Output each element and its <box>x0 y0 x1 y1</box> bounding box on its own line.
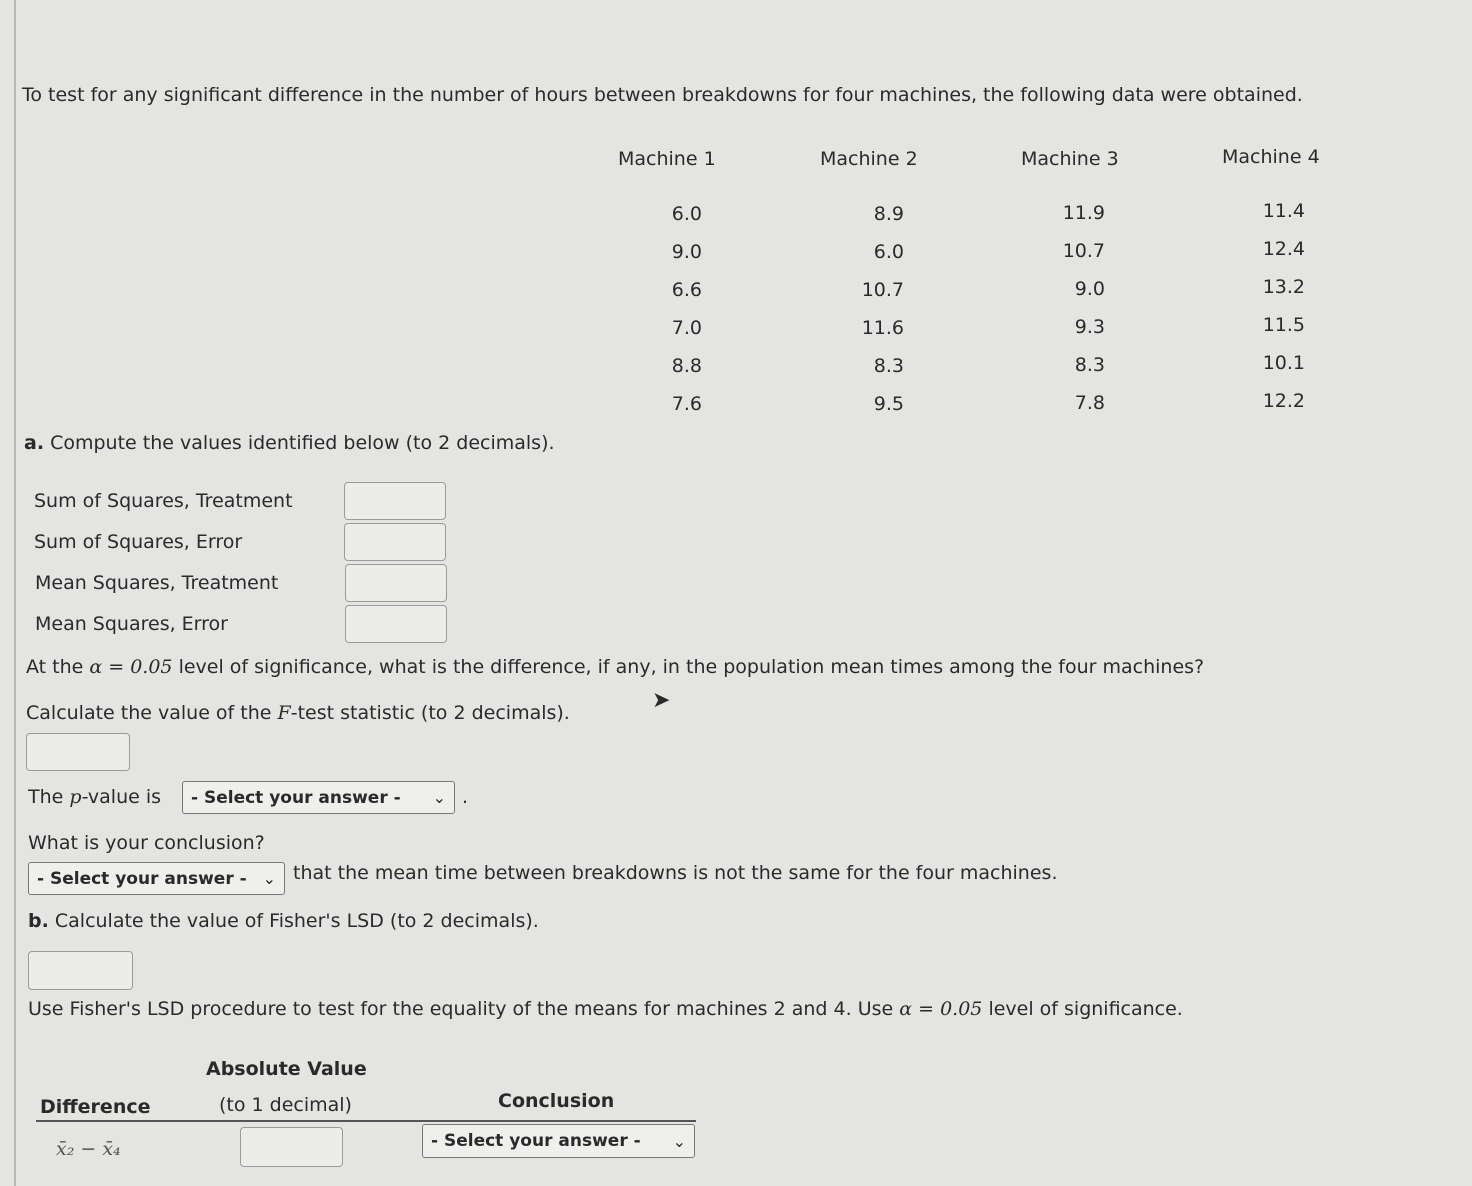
intro-text: To test for any significant difference in the number of hours between breakdowns for four machines, the following data were obtained. <box>22 84 1303 106</box>
alpha-value: α = 0.05 <box>89 656 173 678</box>
table-cell: 7.8 <box>1074 392 1105 414</box>
lsd-input[interactable] <box>28 951 133 990</box>
p-post: -value is <box>81 786 162 808</box>
field-label-ss-treatment: Sum of Squares, Treatment <box>34 490 293 512</box>
table-cell: 8.3 <box>873 355 904 377</box>
conclusion-select-label: - Select your answer - <box>37 868 247 889</box>
f-stat-input[interactable] <box>26 733 130 771</box>
part-a-label: a. <box>24 432 45 454</box>
p-value-label <box>28 786 161 808</box>
period: . <box>462 786 469 808</box>
part-b-label: b. <box>28 910 49 932</box>
part-a-prompt <box>24 432 555 454</box>
col-header-difference: Difference <box>40 1096 151 1118</box>
table-cell: 8.3 <box>1074 354 1105 376</box>
ms-treatment-input[interactable] <box>345 564 447 602</box>
alpha-value-b: α = 0.05 <box>899 998 983 1020</box>
table-cell: 12.2 <box>1262 390 1305 412</box>
header-machine-4: Machine 4 <box>1222 146 1320 168</box>
chevron-down-icon: ⌄ <box>672 1131 686 1151</box>
conclusion-select[interactable] <box>28 862 285 895</box>
lsd-conclusion-select[interactable] <box>422 1124 695 1158</box>
conclusion-text: that the mean time between breakdowns is not the same for the four machines. <box>293 862 1058 884</box>
column-machine-3 <box>1045 194 1105 422</box>
table-cell: 6.0 <box>671 203 702 225</box>
ss-treatment-input[interactable] <box>344 482 446 520</box>
f-stat-prompt <box>26 702 570 724</box>
field-label-ms-treatment: Mean Squares, Treatment <box>35 572 279 594</box>
header-machine-2: Machine 2 <box>820 148 918 170</box>
table-cell: 8.8 <box>671 355 702 377</box>
col-header-decimal-note: (to 1 decimal) <box>219 1094 352 1116</box>
table-cell: 10.7 <box>1062 240 1105 262</box>
significance-question <box>26 656 1204 678</box>
chevron-down-icon: ⌄ <box>432 788 446 807</box>
difference-label: x̄₂ − x̄₄ <box>56 1138 121 1160</box>
table-cell: 8.9 <box>873 203 904 225</box>
table-cell: 6.6 <box>671 279 702 301</box>
table-cell: 9.0 <box>1074 278 1105 300</box>
col-header-conclusion: Conclusion <box>498 1090 615 1112</box>
lsd-post: level of significance. <box>988 998 1183 1020</box>
f-var: F <box>277 702 291 724</box>
part-b-text: Calculate the value of Fisher's LSD (to 2 decimals). <box>54 910 539 932</box>
column-machine-2 <box>844 195 904 423</box>
table-cell: 11.6 <box>861 317 904 339</box>
field-label-ms-error: Mean Squares, Error <box>35 613 228 635</box>
table-cell: 11.9 <box>1062 202 1105 224</box>
mouse-cursor-icon: ➤ <box>652 688 671 713</box>
p-value-select[interactable] <box>182 781 455 814</box>
table-cell: 10.7 <box>861 279 904 301</box>
table-cell: 11.5 <box>1262 314 1305 336</box>
table-cell: 9.0 <box>671 241 702 263</box>
table-cell: 11.4 <box>1262 200 1305 222</box>
column-machine-1 <box>642 195 702 423</box>
table-cell: 9.5 <box>873 393 904 415</box>
f-post: -test statistic (to 2 decimals). <box>290 702 570 724</box>
lsd-pre: Use Fisher's LSD procedure to test for the equality of the means for machines 2 and 4. Use <box>28 998 894 1020</box>
table-cell: 9.3 <box>1074 316 1105 338</box>
part-b-prompt <box>28 910 539 932</box>
table-cell: 7.6 <box>671 393 702 415</box>
chevron-down-icon: ⌄ <box>262 869 276 888</box>
header-machine-3: Machine 3 <box>1021 148 1119 170</box>
conclusion-question: What is your conclusion? <box>28 832 265 854</box>
table-cell: 6.0 <box>873 241 904 263</box>
field-label-ss-error: Sum of Squares, Error <box>34 531 243 553</box>
question-pre: At the <box>26 656 84 678</box>
abs-difference-input[interactable] <box>240 1127 343 1167</box>
ms-error-input[interactable] <box>345 605 447 643</box>
table-cell: 12.4 <box>1262 238 1305 260</box>
table-cell: 10.1 <box>1262 352 1305 374</box>
p-pre: The <box>28 786 64 808</box>
table-cell: 13.2 <box>1262 276 1305 298</box>
lsd-procedure-text <box>28 998 1183 1020</box>
ss-error-input[interactable] <box>344 523 446 561</box>
question-post: level of significance, what is the difference, if any, in the population mean times among the four machines? <box>178 656 1205 678</box>
page-left-border <box>14 0 16 1186</box>
p-var: p <box>69 786 82 808</box>
part-a-text: Compute the values identified below (to 2 decimals). <box>50 432 555 454</box>
f-pre: Calculate the value of the <box>26 702 272 724</box>
p-value-select-label: - Select your answer - <box>191 787 401 808</box>
table-divider <box>36 1120 696 1122</box>
lsd-conclusion-select-label: - Select your answer - <box>431 1131 641 1151</box>
column-machine-4 <box>1245 192 1305 420</box>
table-cell: 7.0 <box>671 317 702 339</box>
col-header-abs-value: Absolute Value <box>206 1058 367 1080</box>
header-machine-1: Machine 1 <box>618 148 716 170</box>
